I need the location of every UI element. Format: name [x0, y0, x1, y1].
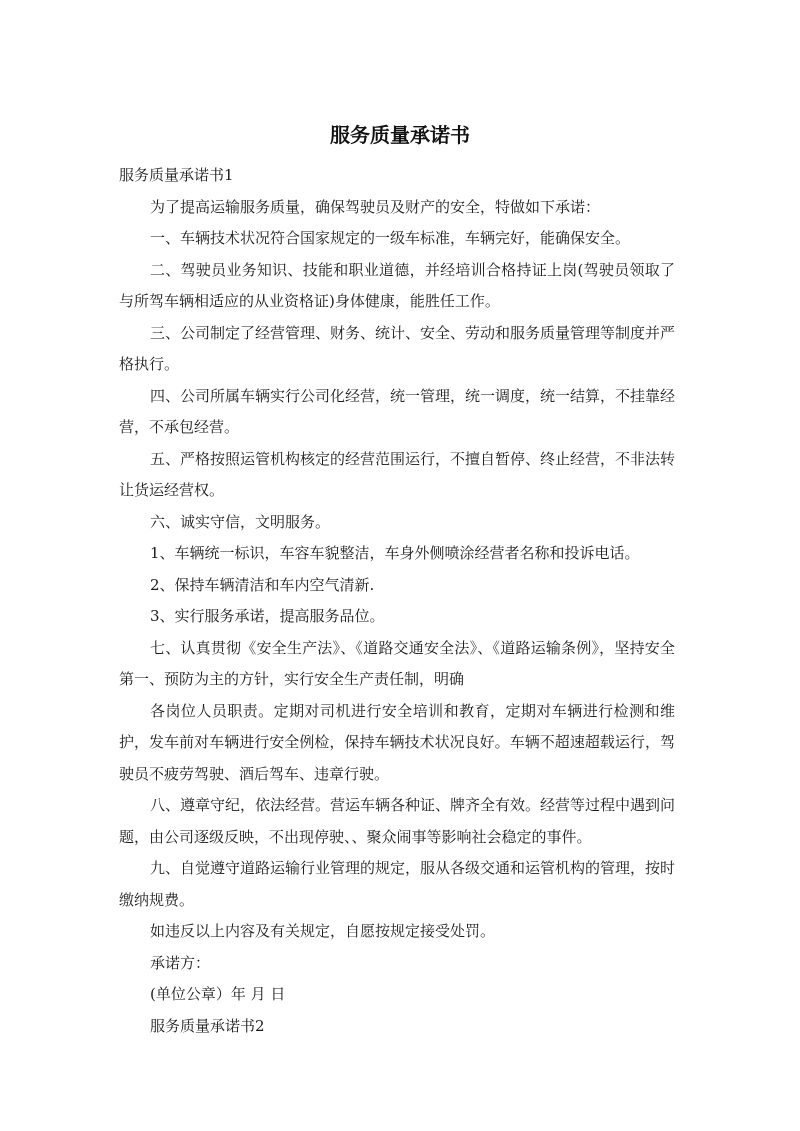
- paragraph-item-9: 九、自觉遵守道路运输行业管理的规定，服从各级交通和运管机构的管理，按时缴纳规费。: [119, 859, 676, 909]
- paragraph-item-7: 七、认真贯彻《安全生产法》、《道路交通安全法》、《道路运输条例》，坚持安全第一、预防为主的方针，实行安全生产责任制，明确: [119, 638, 675, 688]
- paragraph-intro: 为了提高运输服务质量，确保驾驶员及财产的安全，特做如下承诺：: [150, 197, 601, 216]
- paragraph-item-1: 一、车辆技术状况符合国家规定的一级车标准，车辆完好，能确保安全。: [150, 229, 631, 247]
- paragraph-penalty: 如违反以上内容及有关规定，自愿按规定接受处罚。: [150, 922, 496, 940]
- paragraph-item-3: 三、公司制定了经营管理、财务、统计、安全、劳动和服务质量管理等制度并严格执行。: [119, 323, 676, 373]
- document-title: 服务质量承诺书: [330, 123, 470, 147]
- paragraph-item-7-continued: 各岗位人员职责。定期对司机进行安全培训和教育，定期对车辆进行检测和维护，发车前对车辆进行安全例检，保持车辆技术状况良好。车辆不超速超载运行，驾驶员不疲劳驾驶、酒后驾车、违章行驶。: [119, 701, 675, 783]
- signatory-label: 承诺方：: [150, 953, 211, 972]
- paragraph-item-6: 六、诚实守信，文明服务。: [150, 512, 331, 531]
- paragraph-item-2: 二、驾驶员业务知识、技能和职业道德，并经培训合格持证上岗(驾驶员领取了与所驾车辆相适应的从业资格证)身体健康，能胜任工作。: [119, 260, 675, 310]
- paragraph-subitem-3: 3、实行服务承诺，提高服务品位。: [150, 607, 385, 625]
- seal-date-line: (单位公章）年 月 日: [150, 985, 286, 1003]
- paragraph-item-4: 四、公司所属车辆实行公司化经营，统一管理，统一调度，统一结算，不挂靠经营，不承包经营。: [119, 386, 676, 436]
- section-heading: 服务质量承诺书1: [119, 166, 234, 184]
- section-heading-2: 服务质量承诺书2: [150, 1016, 265, 1035]
- paragraph-subitem-1: 1、车辆统一标识，车容车貌整洁，车身外侧喷涂经营者名称和投诉电话。: [150, 544, 640, 562]
- paragraph-item-8: 八、遵章守纪，依法经营。营运车辆各种证、牌齐全有效。经营等过程中遇到问题，由公司逐级反映，不出现停驶、、聚众闹事等影响社会稳定的事件。: [119, 796, 676, 846]
- paragraph-subitem-2: 2、保持车辆清洁和车内空气清新.: [150, 575, 375, 594]
- document-body: [119, 160, 675, 1042]
- paragraph-item-5: 五、严格按照运管机构核定的经营范围运行，不擅自暂停、终止经营，不非法转让货运经营权。: [119, 449, 676, 499]
